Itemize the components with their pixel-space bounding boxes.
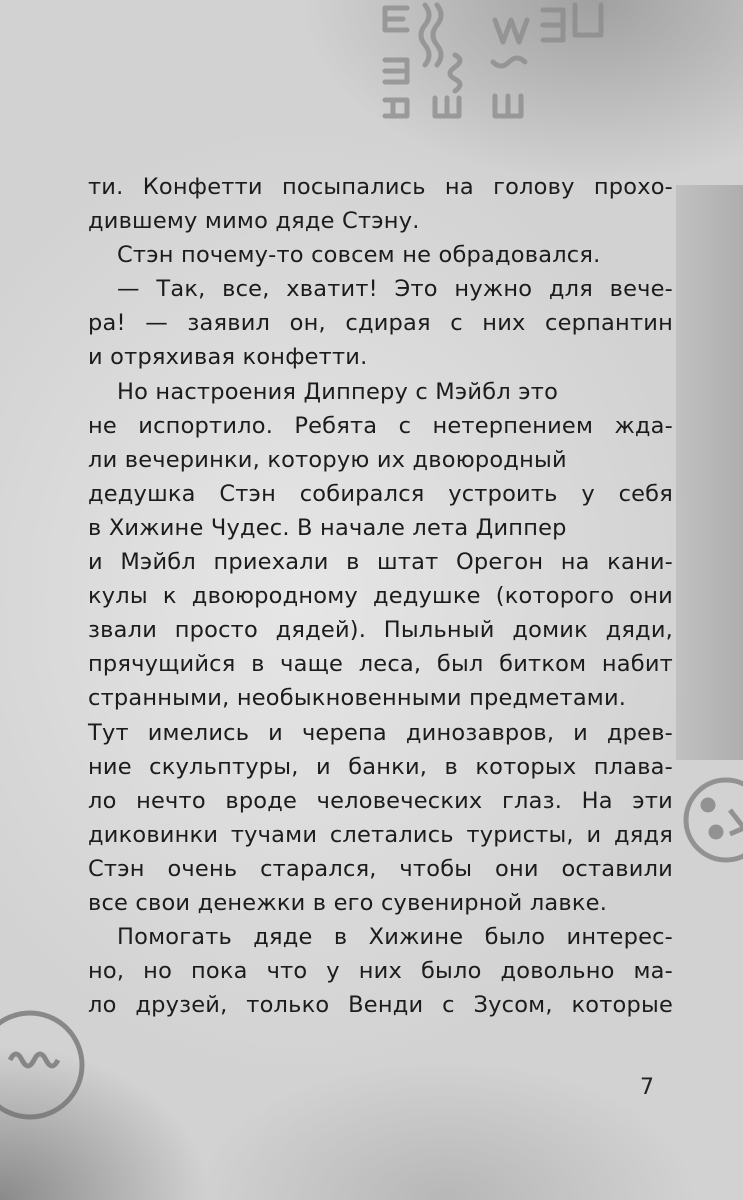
text-line: странными, необыкновенными предметами. <box>88 685 627 712</box>
text-line: ние скульптуры, и банки, в которых плава- <box>88 753 673 780</box>
text-line: ли вечеринки, которую их двоюродный <box>88 446 567 473</box>
text-line: и Мэйбл приехали в штат Орегон на кани- <box>88 549 673 576</box>
text-line: в Хижине Чудес. В начале лета Диппер <box>88 514 567 541</box>
text-line: Стэн почему-то совсем не обрадовался. <box>117 242 601 269</box>
text-line: дедушка Стэн собирался устроить у себя <box>88 480 673 507</box>
text-line: Стэн очень старался, чтобы они оставили <box>88 855 673 882</box>
text-line: звали просто дядей). Пыльный домик дяди, <box>88 617 673 644</box>
text-line: но, но пока что у них было довольно ма- <box>88 958 673 985</box>
swirl-stamp-icon <box>0 990 100 1130</box>
text-line: Тут имелись и черепа динозавров, и древ- <box>88 719 673 746</box>
smiley-stamp-icon <box>678 770 743 870</box>
text-line: ра! — заявил он, сдирая с них серпантин <box>88 310 673 337</box>
text-line: кулы к двоюродному дедушке (которого они <box>88 583 673 610</box>
body-text <box>88 170 673 1022</box>
text-line: — Так, все, хватит! Это нужно для вече- <box>117 276 673 303</box>
mystery-glyphs-icon <box>375 0 635 125</box>
text-line: дившему мимо дяде Стэну. <box>88 208 420 235</box>
text-line: все свои денежки в его сувенирной лавке. <box>88 889 608 916</box>
text-line: ло друзей, только Венди с Зусом, которые <box>88 992 673 1019</box>
text-line: ло нечто вроде человеческих глаз. На эти <box>88 787 673 814</box>
text-line: прячущийся в чаще леса, был битком набит <box>88 651 673 678</box>
text-line: не испортило. Ребята с нетерпением жда- <box>88 412 673 439</box>
decorative-side-strip <box>676 185 743 760</box>
text-line: ти. Конфетти посыпались на голову прохо- <box>88 174 673 200</box>
text-line: диковинки тучами слетались туристы, и дядя <box>88 821 673 848</box>
text-line: Но настроения Дипперу с Мэйбл это <box>117 378 559 405</box>
text-line: Помогать дяде в Хижине было интерес- <box>117 924 673 951</box>
page-number: 7 <box>640 1075 654 1100</box>
text-line: и отряхивая конфетти. <box>88 344 368 371</box>
